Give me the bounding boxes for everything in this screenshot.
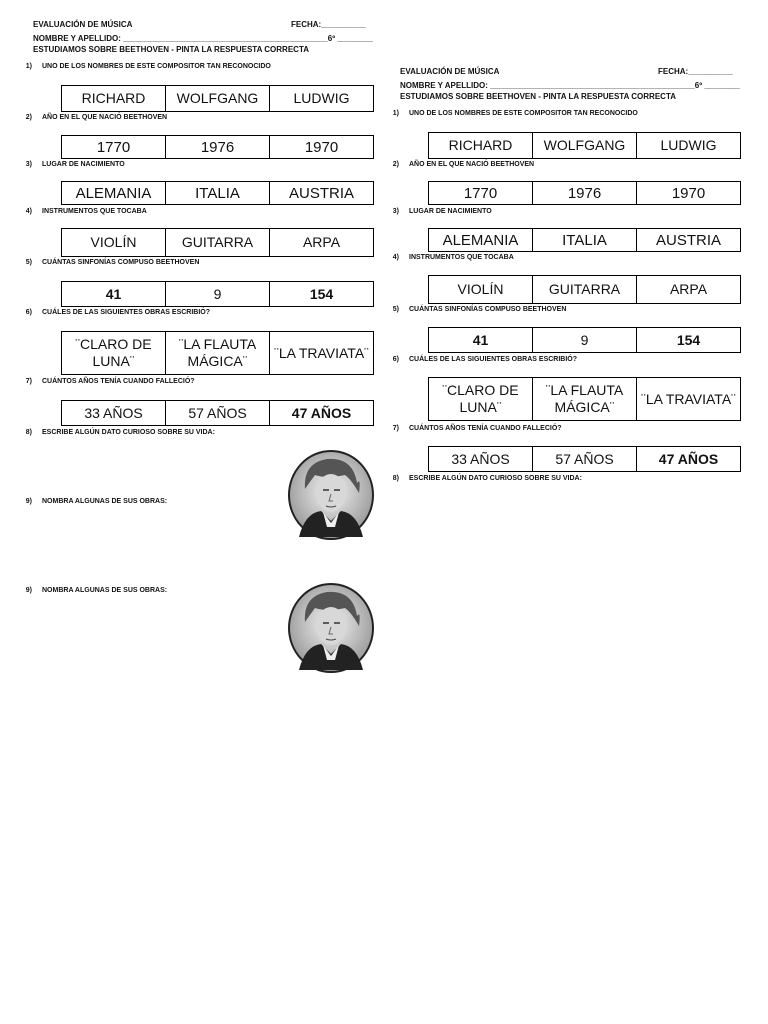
answer-option[interactable]: 47 AÑOS — [636, 447, 740, 471]
answer-option[interactable]: VIOLÍN — [90, 234, 137, 250]
answer-row-1 — [61, 85, 374, 112]
instructions: ESTUDIAMOS SOBRE BEETHOVEN - PINTA LA RESPUESTA CORRECTA — [33, 45, 310, 54]
answer-option[interactable]: 9 — [532, 328, 636, 352]
answer-row-4 — [61, 228, 374, 257]
question-6: 6) CUÁLES DE LAS SIGUIENTES OBRAS ESCRIBIÓ? — [25, 309, 211, 316]
question-3: 3) LUGAR DE NACIMIENTO — [25, 161, 125, 168]
date-field: FECHA:__________ — [291, 20, 366, 29]
answer-option[interactable]: GUITARRA — [532, 276, 636, 303]
question-6: 6) CUÁLES DE LAS SIGUIENTES OBRAS ESCRIBIÓ? — [392, 356, 578, 363]
answer-option[interactable]: LUDWIG — [269, 86, 373, 111]
answer-row-2 — [428, 181, 741, 205]
answer-option[interactable]: 1976 — [165, 136, 269, 158]
answer-option[interactable]: VIOLÍN — [457, 281, 504, 297]
sheet-title: EVALUACIÓN DE MÚSICA — [400, 67, 500, 76]
answer-row-3 — [61, 181, 374, 205]
date-field: FECHA:__________ — [658, 67, 733, 76]
answer-option[interactable]: 33 AÑOS — [84, 404, 143, 421]
answer-option[interactable]: 41 — [472, 331, 489, 348]
question-4: 4) INSTRUMENTOS QUE TOCABA — [25, 208, 147, 215]
answer-option[interactable]: ¨LA TRAVIATA¨ — [636, 378, 740, 420]
answer-option[interactable]: ITALIA — [165, 182, 269, 204]
name-field: NOMBRE Y APELLIDO: ______________________________________________6º ________ — [400, 81, 740, 90]
question-1: 1) UNO DE LOS NOMBRES DE ESTE COMPOSITOR TAN RECONOCIDO — [25, 63, 271, 70]
answer-option[interactable]: 1970 — [269, 136, 373, 158]
answer-row-5 — [61, 281, 374, 307]
answer-option[interactable]: 41 — [105, 285, 122, 302]
answer-option[interactable]: ITALIA — [532, 229, 636, 251]
answer-option[interactable]: 9 — [165, 282, 269, 306]
question-5: 5) CUÁNTAS SINFONÍAS COMPUSO BEETHOVEN — [392, 306, 567, 313]
answer-option[interactable]: ALEMANIA — [442, 231, 519, 249]
question-1: 1) UNO DE LOS NOMBRES DE ESTE COMPOSITOR TAN RECONOCIDO — [392, 110, 638, 117]
beethoven-portrait-icon — [287, 449, 375, 541]
question-8: 8) ESCRIBE ALGÚN DATO CURIOSO SOBRE SU VIDA: — [392, 475, 582, 482]
answer-option[interactable]: ¨CLARO DE LUNA¨ — [75, 336, 152, 369]
answer-row-6 — [428, 377, 741, 421]
answer-option[interactable]: ARPA — [636, 276, 740, 303]
question-2: 2) AÑO EN EL QUE NACIÓ BEETHOVEN — [25, 114, 168, 121]
answer-option[interactable]: GUITARRA — [165, 229, 269, 256]
question-2: 2) AÑO EN EL QUE NACIÓ BEETHOVEN — [392, 161, 535, 168]
answer-row-3 — [428, 228, 741, 252]
answer-option[interactable]: 1970 — [636, 182, 740, 204]
question-7: 7) CUÁNTOS AÑOS TENÍA CUANDO FALLECIÓ? — [392, 425, 562, 432]
answer-option[interactable]: ¨LA FLAUTA MÁGICA¨ — [532, 378, 636, 420]
answer-option[interactable]: RICHARD — [81, 90, 146, 106]
answer-row-6 — [61, 331, 374, 375]
answer-option[interactable]: 1976 — [532, 182, 636, 204]
answer-row-1 — [428, 132, 741, 159]
answer-option[interactable]: ARPA — [269, 229, 373, 256]
answer-option[interactable]: 47 AÑOS — [269, 401, 373, 425]
answer-row-4 — [428, 275, 741, 304]
instructions: ESTUDIAMOS SOBRE BEETHOVEN - PINTA LA RESPUESTA CORRECTA — [400, 92, 677, 101]
sheet-title: EVALUACIÓN DE MÚSICA — [33, 20, 133, 29]
answer-option[interactable]: 154 — [636, 328, 740, 352]
question-9-repeat: 9) NOMBRA ALGUNAS DE SUS OBRAS: — [25, 587, 168, 594]
answer-option[interactable]: WOLFGANG — [532, 133, 636, 158]
answer-option[interactable]: LUDWIG — [636, 133, 740, 158]
answer-option[interactable]: RICHARD — [448, 137, 513, 153]
answer-option[interactable]: ¨CLARO DE LUNA¨ — [442, 382, 519, 415]
answer-option[interactable]: 154 — [269, 282, 373, 306]
question-8: 8) ESCRIBE ALGÚN DATO CURIOSO SOBRE SU VIDA: — [25, 429, 215, 436]
beethoven-portrait-icon — [287, 582, 375, 674]
name-field: NOMBRE Y APELLIDO: ______________________________________________6º ________ — [33, 34, 373, 43]
question-7: 7) CUÁNTOS AÑOS TENÍA CUANDO FALLECIÓ? — [25, 378, 195, 385]
answer-option[interactable]: 1770 — [96, 138, 131, 156]
answer-option[interactable]: ¨LA TRAVIATA¨ — [269, 332, 373, 374]
answer-row-5 — [428, 327, 741, 353]
answer-option[interactable]: 57 AÑOS — [532, 447, 636, 471]
question-9: 9) NOMBRA ALGUNAS DE SUS OBRAS: — [25, 498, 168, 505]
answer-option[interactable]: AUSTRIA — [636, 229, 740, 251]
answer-option[interactable]: 57 AÑOS — [165, 401, 269, 425]
answer-row-2 — [61, 135, 374, 159]
answer-option[interactable]: AUSTRIA — [269, 182, 373, 204]
question-3: 3) LUGAR DE NACIMIENTO — [392, 208, 492, 215]
answer-option[interactable]: WOLFGANG — [165, 86, 269, 111]
answer-option[interactable]: 1770 — [463, 184, 498, 202]
answer-option[interactable]: ¨LA FLAUTA MÁGICA¨ — [165, 332, 269, 374]
answer-row-7 — [428, 446, 741, 472]
answer-row-7 — [61, 400, 374, 426]
question-4: 4) INSTRUMENTOS QUE TOCABA — [392, 254, 514, 261]
answer-option[interactable]: ALEMANIA — [75, 184, 152, 202]
answer-option[interactable]: 33 AÑOS — [451, 450, 510, 467]
question-5: 5) CUÁNTAS SINFONÍAS COMPUSO BEETHOVEN — [25, 259, 200, 266]
